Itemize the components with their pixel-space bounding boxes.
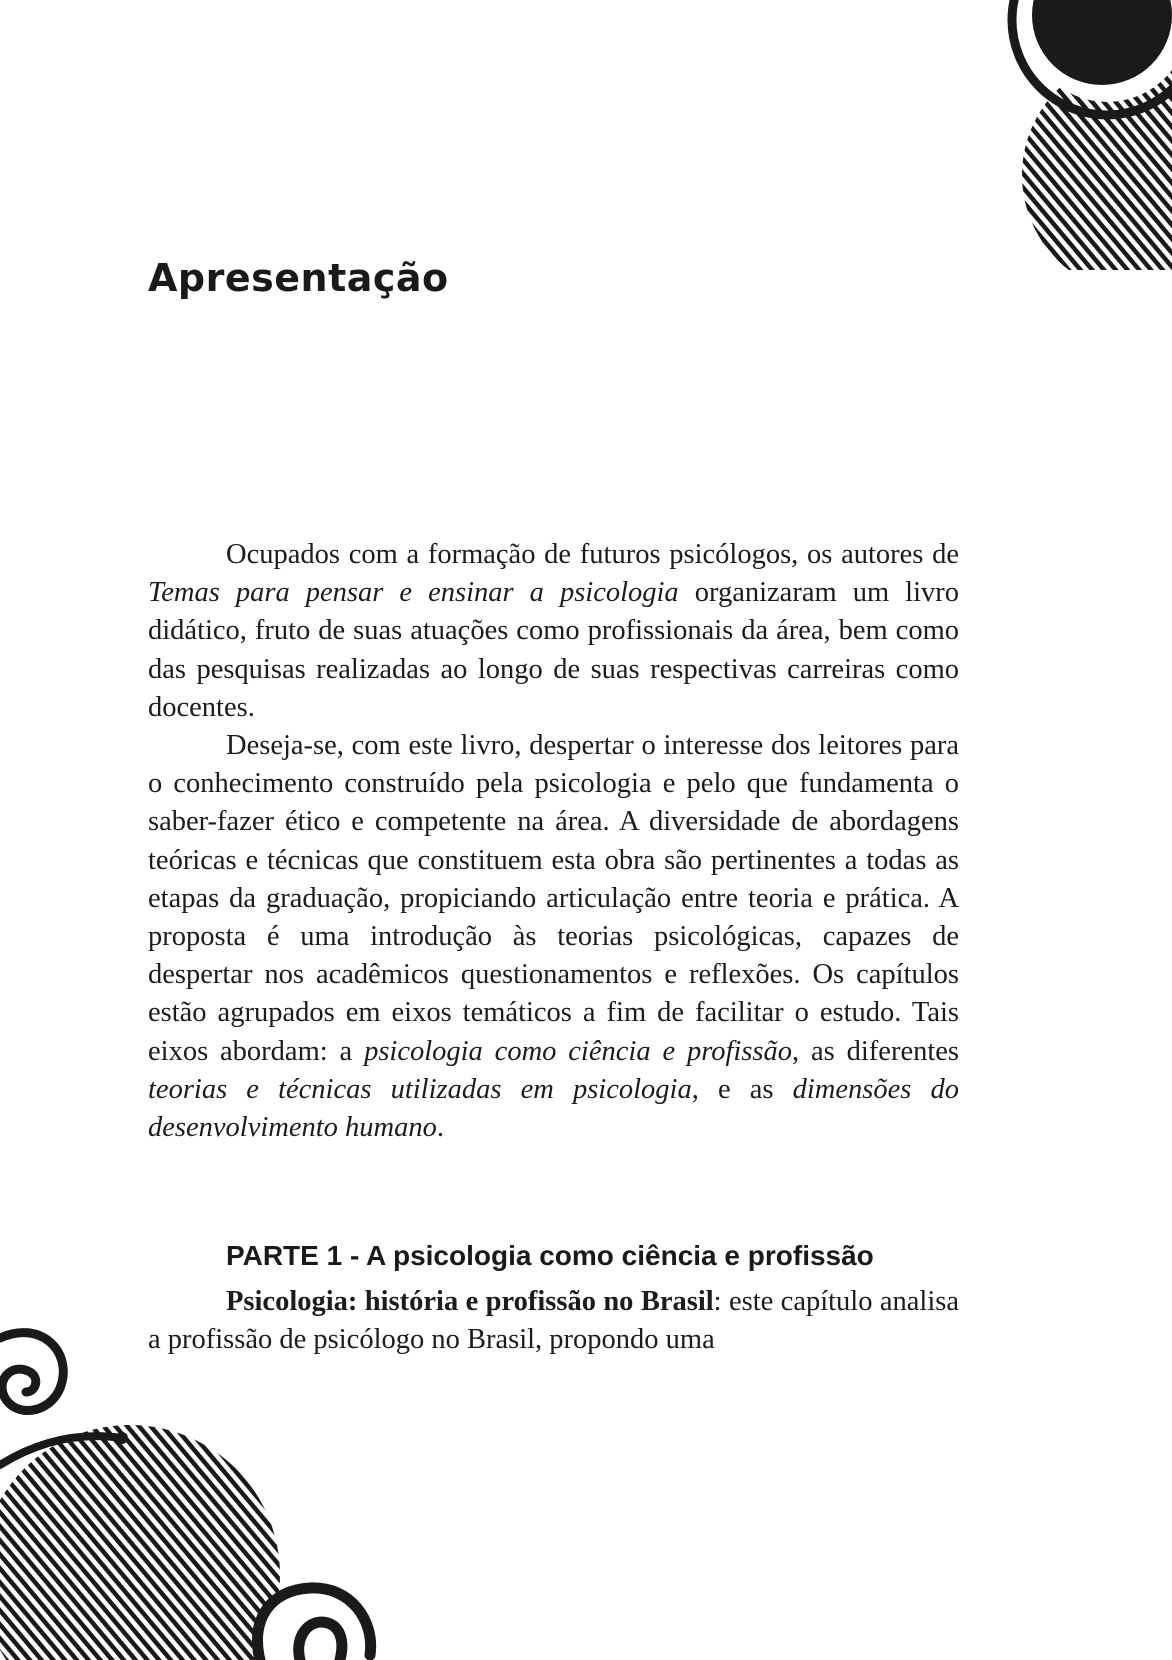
swirl-knockout bbox=[262, 1574, 378, 1660]
presentation-body bbox=[148, 536, 959, 1147]
paragraph-2-text-start: Deseja-se, com este livro, despertar o interesse dos leitores para o conhecimento construído pela psicologia e pelo que fundamenta o saber-fazer ético e competente na área. A diversidade de abordagens teóricas e técnicas que constituem esta obra são pertinentes a todas as etapas da graduação, propiciando articulação entre teoria e prática. A proposta é uma introdução às teorias psicológicas, capazes de despertar nos acadêmicos questionamentos e reflexões. Os capítulos estão agrupados em eixos temáticos a fim de facilitar o estudo. Tais eixos abordam: a bbox=[148, 730, 959, 1067]
chapter-summary-text: : este capítulo analisa a profissão de psicólogo no Brasil, propondo uma bbox=[148, 1286, 959, 1356]
paragraph-2-text-mid-1: , as diferentes bbox=[792, 1035, 960, 1067]
axis-2: teorias e técnicas utilizadas em psicologia bbox=[148, 1073, 692, 1105]
hatched-circle-large bbox=[0, 1425, 280, 1660]
book-title: Temas para pensar e ensinar a psicologia bbox=[148, 577, 679, 609]
paragraph-2-text-mid-2: , e as bbox=[691, 1073, 793, 1105]
ring bbox=[1012, 0, 1172, 115]
hatched-circle bbox=[1022, 55, 1172, 270]
decorative-circles-top-right bbox=[992, 0, 1172, 270]
section-heading-part-1: PARTE 1 - A psicologia como ciência e profissão bbox=[226, 1240, 874, 1271]
swirl-dot bbox=[116, 1432, 128, 1444]
white-gap bbox=[1025, 0, 1172, 102]
page-title: Apresentação bbox=[148, 256, 449, 300]
chapter-title: Psicologia: história e profissão no Brasil bbox=[226, 1286, 714, 1317]
swirl-large bbox=[257, 1588, 370, 1660]
axis-1: psicologia como ciência e profissão bbox=[364, 1035, 793, 1067]
swirl-knockout-small bbox=[0, 1330, 76, 1426]
solid-circle bbox=[1032, 0, 1172, 85]
paragraph-1-text-start: Ocupados com a formação de futuros psicólogos, os autores de bbox=[226, 539, 959, 570]
chapter-summary bbox=[148, 1283, 959, 1359]
decorative-swirls-bottom-left bbox=[0, 1320, 400, 1660]
paragraph-1-text-end: organizaram um livro didático, fruto de suas atuações como profissionais da área, bem como das pesquisas realizadas ao longo de suas respectivas carreiras como docentes. bbox=[148, 577, 959, 723]
swirl-tail bbox=[0, 1436, 122, 1465]
paragraph-2-text-end: . bbox=[436, 1112, 445, 1144]
paragraph-1 bbox=[148, 536, 959, 727]
paragraph-2 bbox=[148, 727, 959, 1147]
swirl-small bbox=[0, 1333, 63, 1411]
axis-3: dimensões do desenvolvimento humano bbox=[148, 1073, 959, 1144]
